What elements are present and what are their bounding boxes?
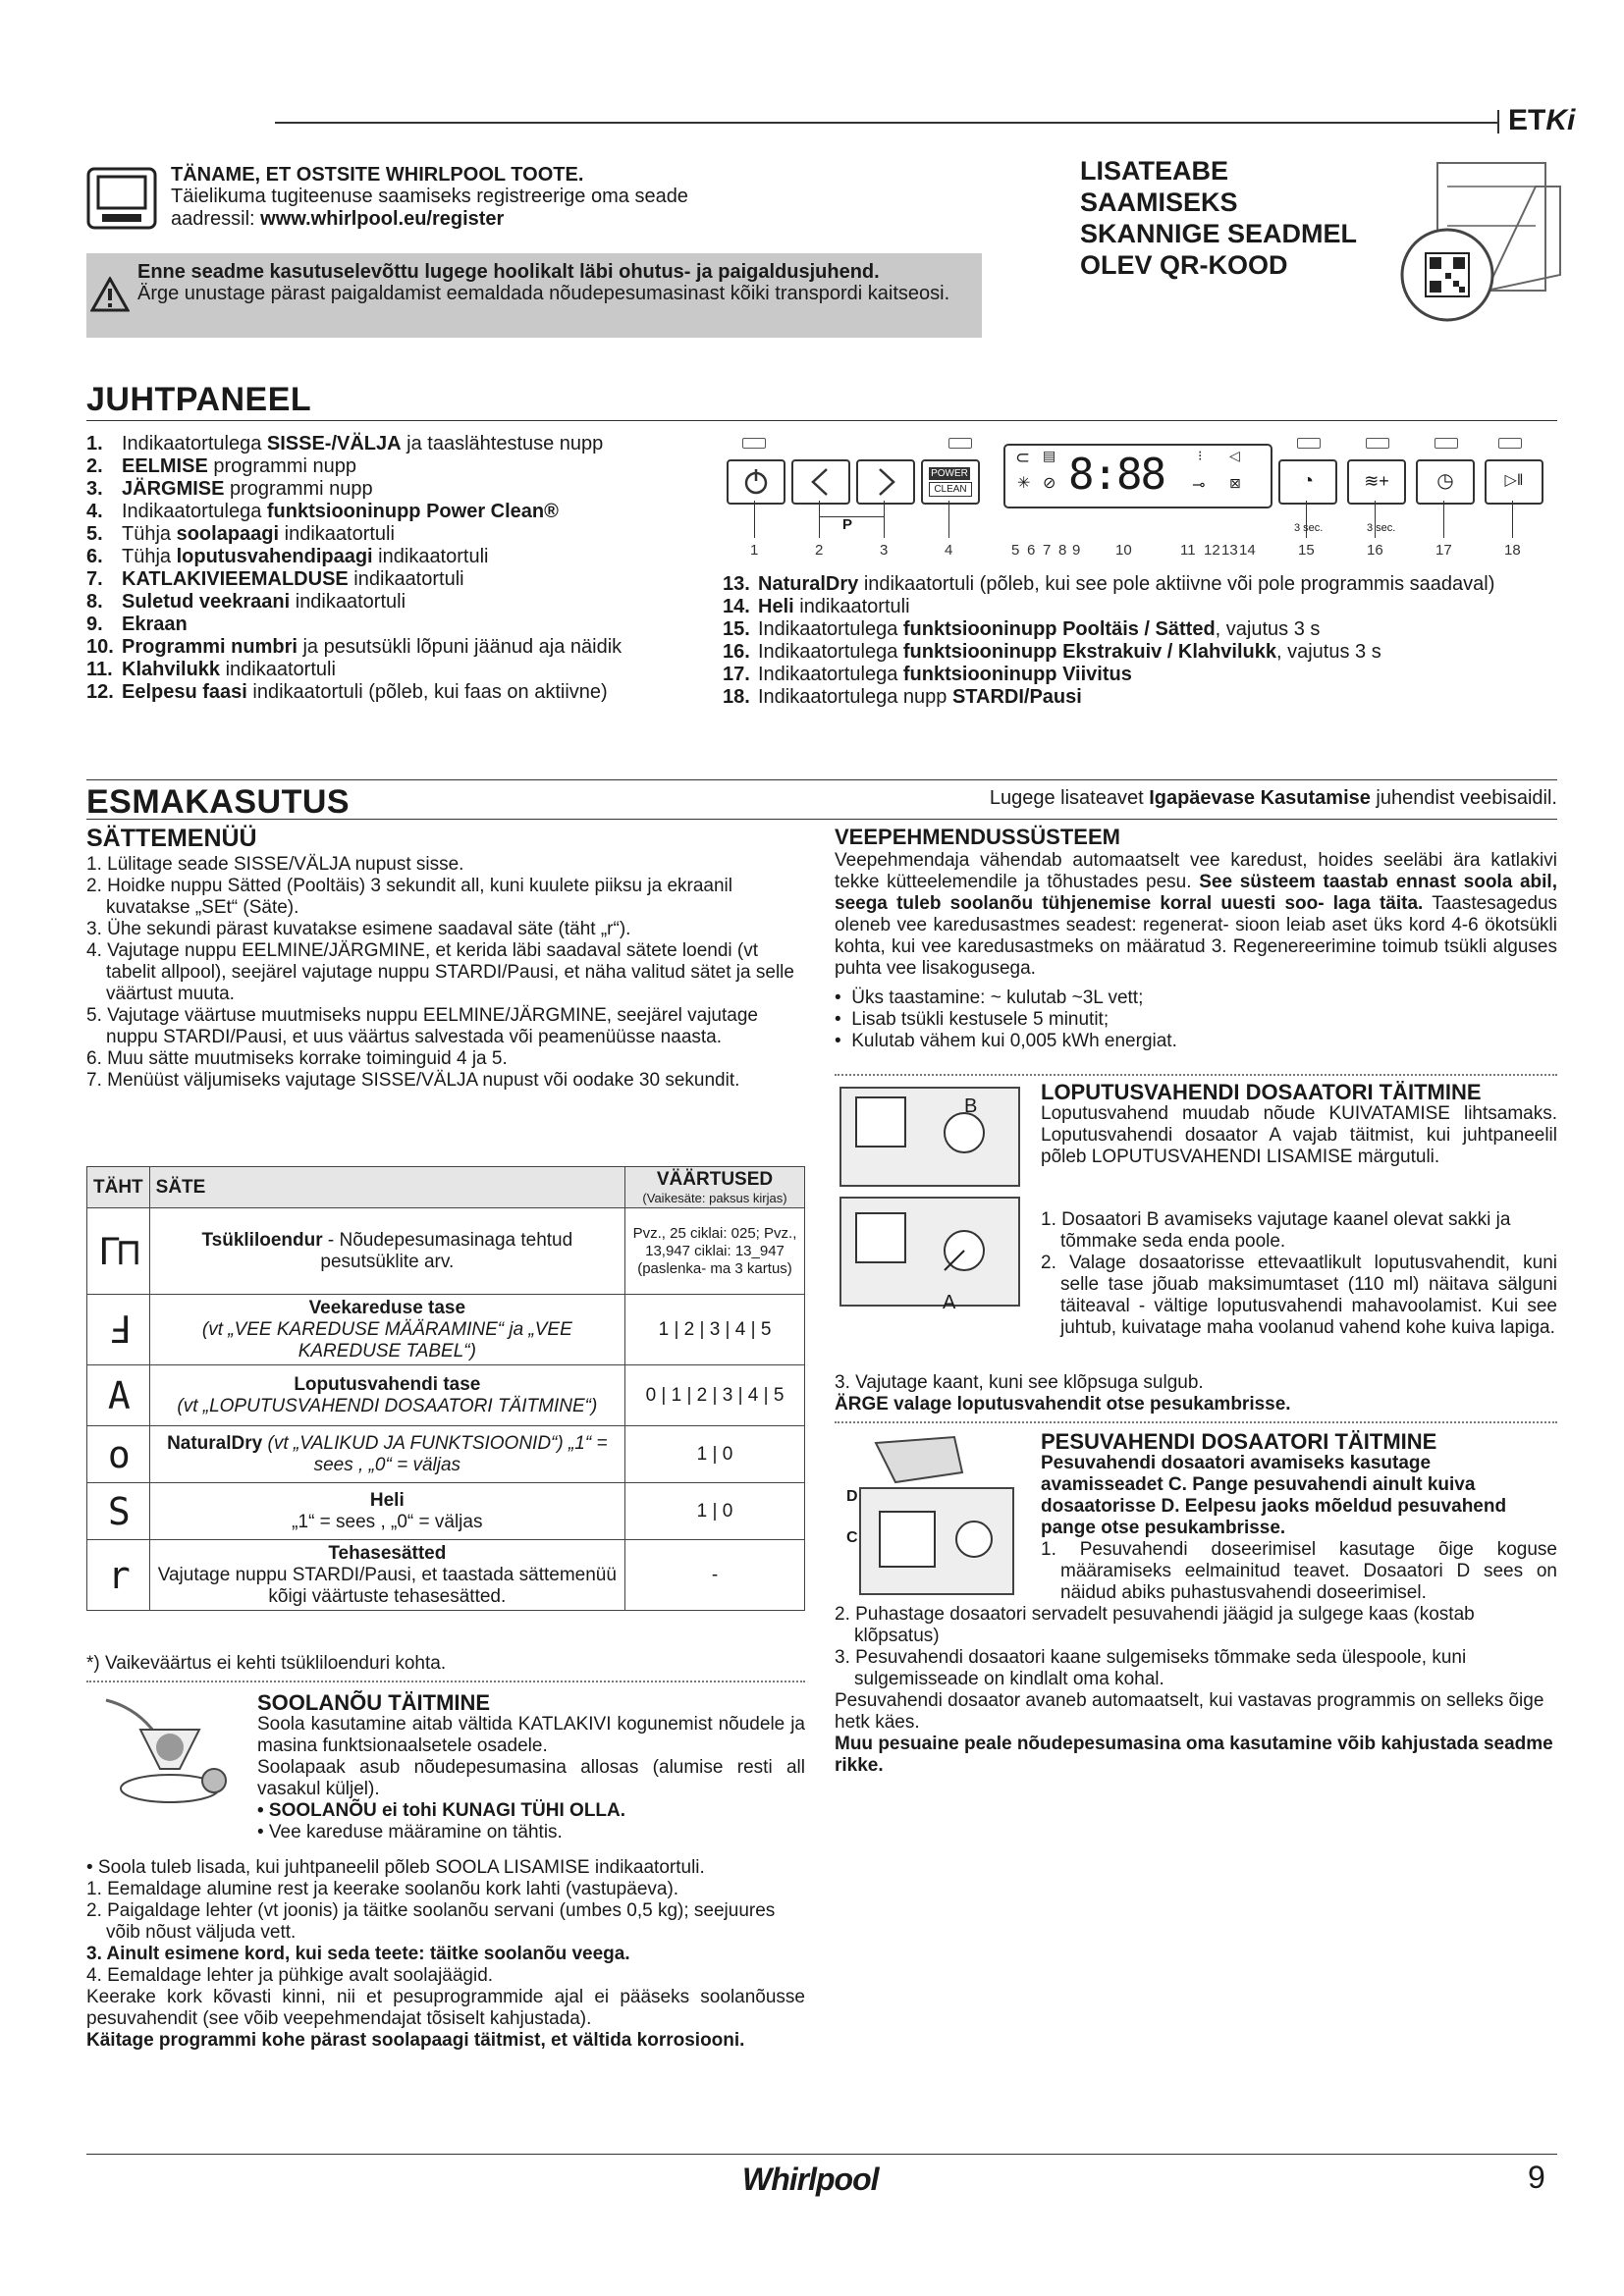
rinse-steps: [1041, 1209, 1557, 1339]
cp-item-15: 15. Indikaatortulega funktsiooninupp Pooltäis / Sätted, vajutus 3 s: [723, 618, 1321, 640]
label-a: A: [943, 1292, 956, 1313]
header-lang: ETKi: [1508, 104, 1576, 136]
label-b: B: [964, 1095, 978, 1117]
cp-num-5: 5: [1011, 542, 1020, 559]
rinse-title: LOPUTUSVAHENDI DOSAATORI TÄITMINE: [1041, 1080, 1482, 1104]
prewash-icon: ⁝: [1198, 448, 1203, 463]
rinse-p1: Loputusvahend muudab nõude KUIVATAMISE lihtsamaks. Loputusvahendi dosaator A vajab täitmist, kui juhtpaneelil põleb LOPUTUSVAHENDI LISAMISE märgutuli.: [1041, 1103, 1557, 1167]
settings-step-6: 6. Muu sätte muutmiseks korrake toiminguid 4 ja 5.: [86, 1048, 508, 1069]
list-item: • Üks taastamine: ~ kulutab ~3L vett;: [835, 988, 1144, 1008]
cp-num-12: 12: [1204, 542, 1220, 559]
cp-item-5: 5. Tühja soolapaagi indikaatortuli: [86, 523, 395, 545]
detergent-s1: 1. Pesuvahendi doseerimisel kasutage õige koguse määramiseks eelmainitud teavet. Dosaatori D sees on näidud abiks puhastusvahendi doseerimisel.: [1041, 1539, 1557, 1603]
row-glyph: A: [87, 1365, 150, 1426]
detergent-p3: Muu pesuaine peale nõudepesumasina oma kasutamine võib kahjustada seadme rikke.: [835, 1734, 1553, 1776]
led-18: [1498, 438, 1522, 449]
cp-line-18: [1512, 501, 1513, 538]
salt-s1: 1. Eemaldage alumine rest ja keerake soolanõu kork lahti (vastupäeva).: [86, 1879, 679, 1899]
dishwasher-qr-illustration: [1388, 157, 1565, 329]
on-off-button[interactable]: [727, 459, 785, 505]
cp-item-2: 2. EELMISE programmi nupp: [86, 455, 356, 477]
rinse-s3: 3. Vajutage kaant, kuni see klõpsuga sulgub.: [835, 1372, 1204, 1393]
cp-num-3: 3: [880, 542, 889, 559]
row-setting: Heli „1“ = sees , „0“ = väljas: [149, 1483, 624, 1540]
cp-item-1: 1. Indikaatortulega SISSE-/VÄLJA ja taaslähtestuse nupp: [86, 433, 604, 454]
control-panel-diagram: [723, 438, 1557, 565]
water-tap-icon: ⊘: [1043, 475, 1056, 492]
prev-button[interactable]: [791, 459, 850, 505]
warning-box: [86, 253, 982, 338]
salt-p2: Soolapaak asub nõudepesumasina allosas (alumise resti all vasakul küljel).: [257, 1757, 805, 1799]
settings-step-1: 1. Lülitage seade SISSE/VÄLJA nupust sisse.: [86, 854, 464, 875]
start-pause-button[interactable]: [1485, 459, 1543, 505]
first-use-rule: [86, 819, 1557, 820]
led-powerclean: [948, 438, 972, 449]
salt-p1: Soola kasutamine aitab vältida KATLAKIVI kogunemist nõudele ja masina funktsionaalsetele osadele.: [257, 1714, 805, 1756]
power-clean-button[interactable]: [921, 459, 980, 505]
rinse-illustration: [837, 1084, 1023, 1319]
col-values: [625, 1167, 805, 1208]
control-panel-list-right: [723, 573, 1557, 709]
label-c: C: [846, 1529, 858, 1546]
descale-icon: ▤: [1043, 448, 1056, 463]
cp-num-4: 4: [945, 542, 953, 559]
display: [1003, 444, 1272, 508]
row-values: -: [625, 1540, 805, 1611]
cp-num-14: 14: [1239, 542, 1256, 559]
cp-line-4: [948, 501, 949, 538]
salt-b2: • Vee kareduse määramine on tähtis.: [257, 1822, 563, 1842]
cp-num-9: 9: [1072, 542, 1081, 559]
cp-item-4: 4. Indikaatortulega funktsiooninupp Power Clean®: [86, 501, 559, 522]
salt-b1: • SOOLANÕU ei tohi KUNAGI TÜHI OLLA.: [257, 1800, 626, 1821]
display-digits: 8:88: [1068, 450, 1164, 500]
cp-item-8: 8. Suletud veekraani indikaatortuli: [86, 591, 406, 613]
salt-p3: Keerake kork kõvasti kinni, nii et pesuprogrammide ajal ei pääseks soolanõusse pesuvahendit (see võib veepehmendajat tõsiselt kahjustada).: [86, 1987, 805, 2029]
rinse-s2: 2. Valage dosaatorisse ettevaatlikult loputusvahendit, kuni selle tase jõuab maksimumtaset (110 ml) näitava sälguni täiteaval - vältige loputusvahendi mahavoolamist. Kui see juhtub, kuivatage maha voolanud vahend kohe kuiva lapiga.: [1041, 1253, 1557, 1338]
table-row: [87, 1208, 805, 1295]
settings-step-5: 5. Vajutage väärtuse muutmiseks nuppu EELMINE/JÄRGMINE, seejärel vajutage nuppu STARDI/Pausi, et uus väärtus salvestada või peamenüüsse naasta.: [86, 1005, 758, 1047]
salt-steps: [86, 1857, 805, 2052]
settings-title: SÄTTEMENÜÜ: [86, 825, 257, 852]
detergent-steps: [835, 1604, 1557, 1777]
computer-icon: [86, 167, 157, 230]
col-setting: SÄTE: [149, 1167, 624, 1208]
row-glyph: Ⅎ: [87, 1295, 150, 1365]
thanks-line2: aadressil: www.whirlpool.eu/register: [171, 208, 505, 230]
salt-body: [257, 1714, 805, 1843]
cp-item-7: 7. KATLAKIVIEEMALDUSE indikaatortuli: [86, 568, 464, 590]
softener-bullets: [835, 988, 1557, 1052]
rinse-divider: [835, 1074, 1557, 1076]
settings-step-3: 3. Ühe sekundi pärast kuvatakse esimene saadaval säte (täht „r“).: [86, 919, 631, 939]
list-item: • Lisab tsükli kestusele 5 minutit;: [835, 1009, 1110, 1030]
row-values: Pvz., 25 ciklai: 025; Pvz., 13,947 ciklai: 13_947 (paslenka- ma 3 kartus): [625, 1208, 805, 1295]
row-setting: Loputusvahendi tase (vt „LOPUTUSVAHENDI DOSAATORI TÄITMINE“): [149, 1365, 624, 1426]
settings-table: [86, 1166, 805, 1611]
rinse-warn: ÄRGE valage loputusvahendit otse pesukambrisse.: [835, 1394, 1291, 1415]
cp-line-17: [1443, 501, 1444, 538]
control-panel-title: JUHTPANEEL: [86, 381, 312, 418]
cp-num-8: 8: [1058, 542, 1067, 559]
salt-icon: ⊂: [1015, 448, 1031, 467]
sec-label-15: 3 sec.: [1294, 522, 1324, 534]
clock-icon: ◷: [1436, 470, 1454, 492]
label-d: D: [846, 1488, 858, 1505]
cp-num-13: 13: [1221, 542, 1238, 559]
col-values-label: VÄÄRTUSED: [656, 1169, 774, 1190]
sound-icon: ◁: [1229, 448, 1240, 463]
key-icon: ⊸: [1192, 477, 1206, 494]
cp-num-11: 11: [1180, 542, 1196, 559]
col-values-note: (Vaikesäte: paksus kirjas): [642, 1191, 787, 1205]
footer-rule: [86, 2154, 1557, 2155]
warning-text: Ärge unustage pärast paigaldamist eemaldada nõudepesumasinast kõiki transpordi kaitseosi.: [137, 283, 950, 304]
clean-label: CLEAN: [929, 482, 972, 497]
row-glyph: o: [87, 1426, 150, 1483]
cp-line-2: [819, 501, 820, 538]
salt-s4: 4. Eemaldage lehter ja pühkige avalt soolajäägid.: [86, 1965, 494, 1986]
extra-dry-icon: ≋+: [1364, 471, 1389, 491]
settings-steps: [86, 854, 803, 1092]
cp-item-6: 6. Tühja loputusvahendipaagi indikaatortuli: [86, 546, 489, 567]
row-values: 0 | 1 | 2 | 3 | 4 | 5: [625, 1365, 805, 1426]
half-load-icon: ◔: [1301, 470, 1315, 492]
chevron-left-icon: [793, 461, 848, 503]
cp-num-17: 17: [1435, 542, 1452, 559]
salt-s2: 2. Paigaldage lehter (vt joonis) ja täitke soolanõu servani (umbes 0,5 kg); seejuures võib nõust väljuda vett.: [86, 1900, 776, 1943]
header-rule: [275, 122, 1497, 124]
power-icon: [729, 461, 784, 503]
softener-title: VEEPEHMENDUSSÜSTEEM: [835, 825, 1120, 849]
p-label: P: [842, 516, 853, 533]
cp-item-10: 10. Programmi numbri ja pesutsükli lõpuni jäänud aja näidik: [86, 636, 623, 658]
salt-b3: • Soola tuleb lisada, kui juhtpaneelil põleb SOOLA LISAMISE indikaatortuli.: [86, 1857, 705, 1878]
cp-num-1: 1: [750, 542, 759, 559]
first-use-rule-top: [86, 779, 1557, 780]
cp-item-18: 18. Indikaatortulega nupp STARDI/Pausi: [723, 686, 1082, 708]
naturaldry-icon: ⊠: [1229, 475, 1241, 491]
rinse-aid-icon: ✳: [1017, 475, 1031, 492]
extra-dry-button[interactable]: [1347, 459, 1406, 505]
cp-item-3: 3. JÄRGMISE programmi nupp: [86, 478, 373, 500]
cp-line-16: [1375, 501, 1376, 538]
detergent-title: PESUVAHENDI DOSAATORI TÄITMINE: [1041, 1429, 1437, 1454]
detergent-illustration: [837, 1433, 1023, 1602]
next-button[interactable]: [856, 459, 915, 505]
half-load-button[interactable]: [1278, 459, 1337, 505]
cp-item-16: 16. Indikaatortulega funktsiooninupp Ekstrakuiv / Klahvilukk, vajutus 3 s: [723, 641, 1381, 663]
row-setting: Tsükliloendur - Nõudepesumasinaga tehtud pesutsüklite arv.: [149, 1208, 624, 1295]
sec-label-16: 3 sec.: [1367, 522, 1396, 534]
play-pause-icon: ▷‖: [1504, 472, 1524, 489]
cp-item-17: 17. Indikaatortulega funktsiooninupp Viivitus: [723, 664, 1132, 685]
page-number: 9: [1528, 2160, 1545, 2195]
rinse-s1: 1. Dosaatori B avamiseks vajutage kaanel olevat sakki ja tõmmake seda enda poole.: [1041, 1209, 1511, 1252]
cp-item-12: 12. Eelpesu faasi indikaatortuli (põleb, kui faas on aktiivne): [86, 681, 608, 703]
list-item: • Kulutab vähem kui 0,005 kWh energiat.: [835, 1031, 1177, 1051]
header-rule-cap: [1497, 110, 1499, 133]
settings-step-7: 7. Menüüst väljumiseks vajutage SISSE/VÄLJA nupust või oodake 30 sekundit.: [86, 1070, 740, 1091]
row-values: 1 | 0: [625, 1426, 805, 1483]
salt-p4: Käitage programmi kohe pärast soolapaagi täitmist, et vältida korrosiooni.: [86, 2030, 745, 2051]
row-setting: Tehasesätted Vajutage nuppu STARDI/Pausi, et taastada sättemenüü kõigi väärtuste tehasesätted.: [149, 1540, 624, 1611]
register-link[interactable]: www.whirlpool.eu/register: [260, 208, 505, 230]
row-glyph: S: [87, 1483, 150, 1540]
footer-brand-logo: Whirlpool: [742, 2162, 879, 2197]
salt-s3: 3. Ainult esimene kord, kui seda teete: täitke soolanõu veega.: [86, 1944, 630, 1964]
power-clean-label: POWER: [929, 467, 970, 480]
cp-num-6: 6: [1027, 542, 1036, 559]
row-values: 1 | 2 | 3 | 4 | 5: [625, 1295, 805, 1365]
cp-num-15: 15: [1298, 542, 1315, 559]
settings-step-2: 2. Hoidke nuppu Sätted (Pooltäis) 3 sekundit all, kuni kuulete piiksu ja ekraanil kuvatakse „SEt“ (Säte).: [86, 876, 732, 918]
cp-num-7: 7: [1043, 542, 1052, 559]
chevron-right-icon: [858, 461, 913, 503]
cp-line-1: [754, 501, 755, 538]
row-values: 1 | 0: [625, 1483, 805, 1540]
cp-line-3: [884, 501, 885, 538]
cp-item-9: 9. Ekraan: [86, 614, 188, 635]
settings-step-4: 4. Vajutage nuppu EELMINE/JÄRGMINE, et kerida läbi saadaval sätete loendi (vt tabelit allpool), seejärel vajutage nuppu STARDI/Pausi, et näha valitud sätet ja selle väärtust muuta.: [86, 940, 794, 1004]
thanks-line1: Täielikuma tugiteenuse saamiseks registreerige oma seade: [171, 186, 688, 207]
row-glyph: r: [87, 1540, 150, 1611]
cp-num-10: 10: [1115, 542, 1132, 559]
row-setting: Veekareduse tase (vt „VEE KAREDUSE MÄÄRAMINE“ ja „VEE KAREDUSE TABEL“): [149, 1295, 624, 1365]
softener-body: Veepehmendaja vähendab automaatselt vee karedust, hoides seeläbi ära katlakivi tekke kütteelemendile ja tõhustades pesu. See süsteem taastab ennast soola abil, seega tuleb soolanõu tühjenemise korral uuesti soo- laga täita. Taastesagedus oleneb vee karedusastmes seadest: regenerat- sioon leiab aset üks kord 4-6 ökotsükli kohta, kui vee karedusastmeks on määratud 3. Regenereerimine toimub tsükli alguses puhta vee lisakogusega.: [835, 850, 1558, 979]
detergent-s3: 3. Pesuvahendi dosaatori kaane sulgemiseks tõmmake seda ülespoole, kuni sulgemisseade on kindlalt oma kohal.: [835, 1647, 1467, 1689]
salt-divider: [86, 1681, 805, 1682]
detergent-divider: [835, 1421, 1557, 1423]
detergent-p2: Pesuvahendi dosaator avaneb automaatselt, kui vastavas programmis on selleks õige hetk käes.: [835, 1690, 1544, 1733]
table-row: [87, 1540, 805, 1611]
table-footnote: *) Vaikeväärtus ei kehti tsükliloenduri kohta.: [86, 1653, 447, 1674]
delay-button[interactable]: [1416, 459, 1475, 505]
cp-num-2: 2: [815, 542, 824, 559]
qr-text: LISATEABE SAAMISEKS SKANNIGE SEADMEL OLEV QR-KOOD: [1080, 156, 1357, 280]
led-15: [1297, 438, 1321, 449]
table-row: [87, 1426, 805, 1483]
cp-item-11: 11. Klahvilukk indikaatortuli: [86, 659, 336, 680]
table-row: [87, 1365, 805, 1426]
detergent-s2: 2. Puhastage dosaatori servadelt pesuvahendi jäägid ja sulgege kaas (kostab klõpsatus): [835, 1604, 1475, 1646]
salt-title: SOOLANÕU TÄITMINE: [257, 1690, 491, 1715]
cp-num-18: 18: [1504, 542, 1521, 559]
cp-line-15: [1306, 501, 1307, 538]
row-setting: NaturalDry (vt „VALIKUD JA FUNKTSIOONID“) „1“ = sees , „0“ = väljas: [149, 1426, 624, 1483]
warning-icon: [90, 277, 130, 317]
cp-item-13: 13. NaturalDry indikaatortuli (põleb, kui see pole aktiivne või pole programmis saadaval): [723, 573, 1495, 595]
table-row: [87, 1295, 805, 1365]
row-glyph: ᒥ⊓: [87, 1208, 150, 1295]
led-16: [1366, 438, 1389, 449]
cp-item-14: 14. Heli indikaatortuli: [723, 596, 910, 617]
led-power: [742, 438, 766, 449]
col-letter: TÄHT: [87, 1167, 150, 1208]
warning-title: Enne seadme kasutuselevõttu lugege hoolikalt läbi ohutus- ja paigaldusjuhend.: [137, 261, 880, 283]
thanks-title: TÄNAME, ET OSTSITE WHIRLPOOL TOOTE.: [171, 164, 584, 186]
first-use-title: ESMAKASUTUS: [86, 783, 351, 821]
detergent-p1: Pesuvahendi dosaatori avamiseks kasutage avamisseadet C. Pange pesuvahendi ainult kuiva dosaatorisse D. Eelpesu jaoks mõeldud pesuvahend pange otse pesukambrisse.: [1041, 1453, 1507, 1538]
first-use-right-note: Lugege lisateavet Igapäevase Kasutamise juhendist veebisaidil.: [989, 787, 1557, 809]
table-row: [87, 1483, 805, 1540]
control-panel-list-left: [86, 433, 715, 704]
cp-num-16: 16: [1367, 542, 1383, 559]
led-17: [1435, 438, 1458, 449]
control-panel-rule: [86, 420, 1557, 421]
salt-illustration: [86, 1690, 244, 1828]
